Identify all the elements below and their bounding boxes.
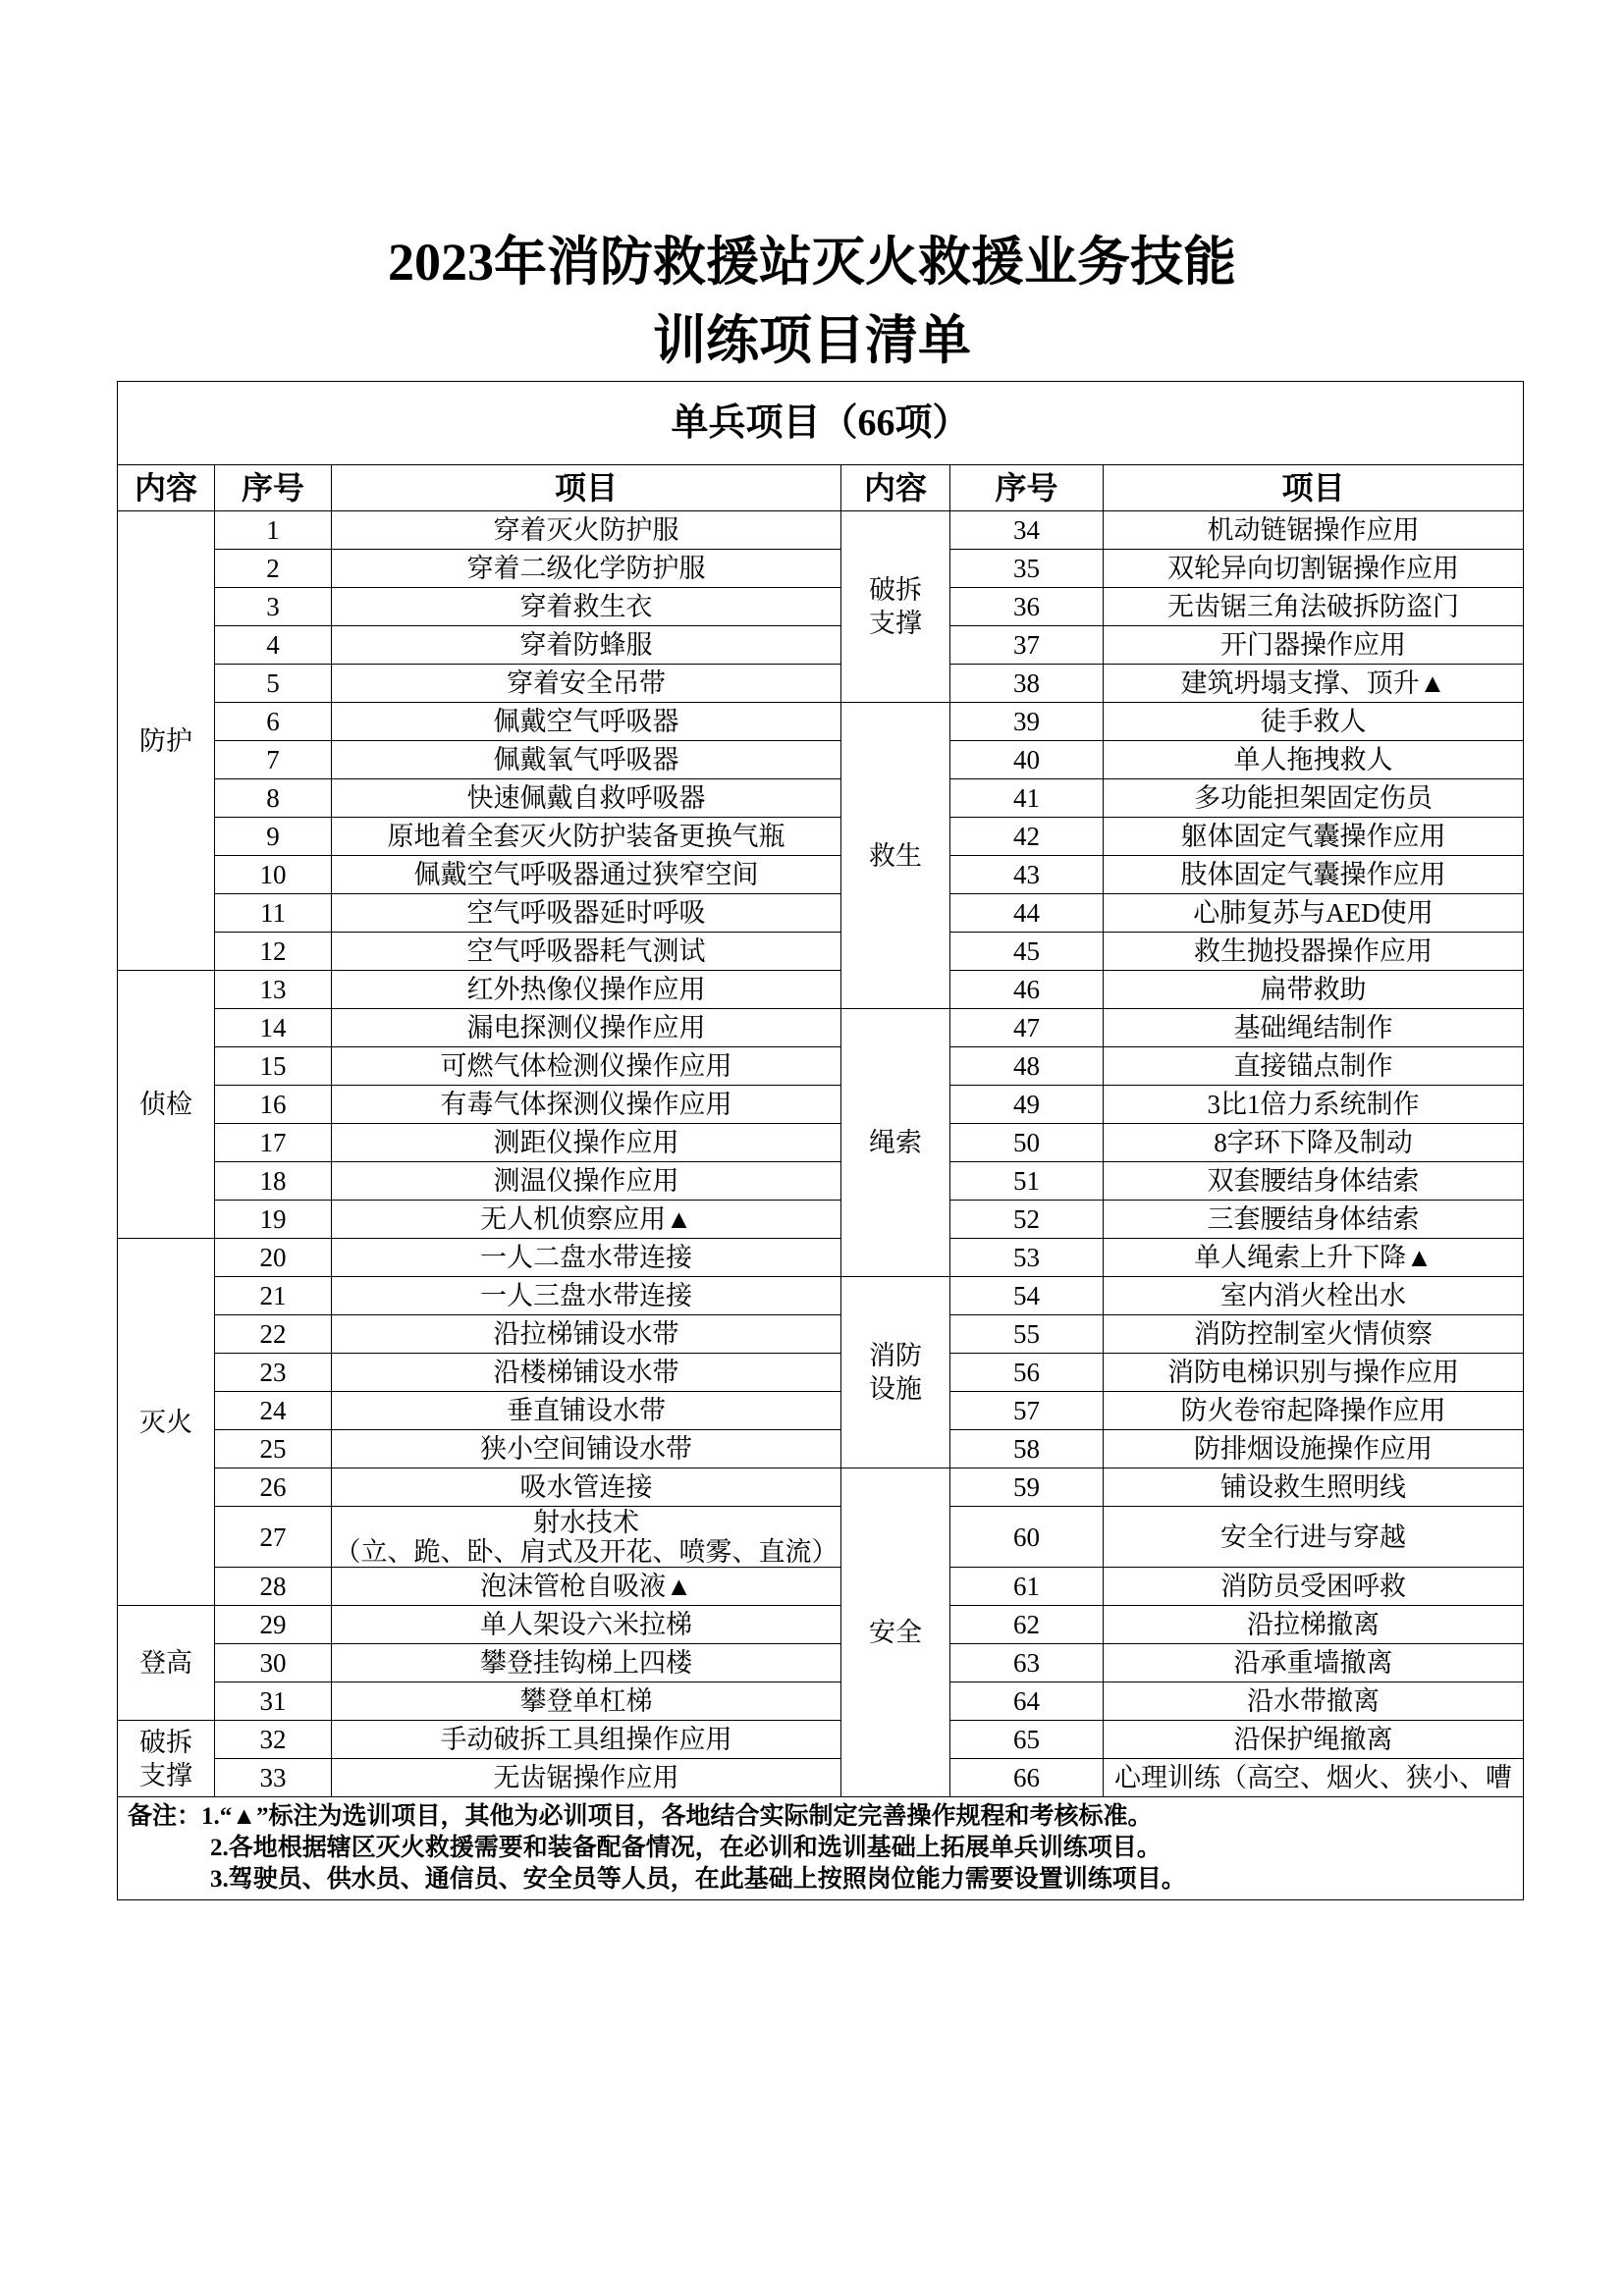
item-name: 铺设救生照明线: [1104, 1468, 1524, 1507]
item-name: 心理训练（高空、烟火、狭小、嘈: [1104, 1759, 1524, 1797]
note-line: 3.驾驶员、供水员、通信员、安全员等人员，在此基础上按照岗位能力需要设置训练项目。: [210, 1866, 1186, 1893]
table-row: [118, 1009, 1524, 1047]
item-name: 单人拖拽救人: [1104, 741, 1524, 779]
item-number: 61: [950, 1568, 1104, 1606]
table-row: [118, 818, 1524, 856]
item-name: 肢体固定气囊操作应用: [1104, 856, 1524, 894]
item-name: 机动链锯操作应用: [1104, 511, 1524, 550]
item-number: 51: [950, 1162, 1104, 1201]
item-name: 防火卷帘起降操作应用: [1104, 1392, 1524, 1430]
table-row: [118, 1644, 1524, 1682]
table-row: [118, 1086, 1524, 1124]
item-number: 10: [215, 856, 332, 894]
item-name: 攀登单杠梯: [332, 1682, 841, 1721]
item-number: 45: [950, 933, 1104, 971]
item-name: 沿拉梯铺设水带: [332, 1315, 841, 1354]
table-row: [118, 894, 1524, 933]
item-number: 24: [215, 1392, 332, 1430]
item-number: 28: [215, 1568, 332, 1606]
item-name: 躯体固定气囊操作应用: [1104, 818, 1524, 856]
item-name: 双轮异向切割锯操作应用: [1104, 550, 1524, 588]
item-name: 穿着二级化学防护服: [332, 550, 841, 588]
item-number: 8: [215, 779, 332, 818]
table-row: [118, 1277, 1524, 1315]
item-number: 39: [950, 703, 1104, 741]
item-number: 2: [215, 550, 332, 588]
item-number: 6: [215, 703, 332, 741]
item-number: 9: [215, 818, 332, 856]
table-row: [118, 588, 1524, 626]
item-number: 13: [215, 971, 332, 1009]
item-number: 29: [215, 1606, 332, 1644]
item-number: 7: [215, 741, 332, 779]
item-name: 手动破拆工具组操作应用: [332, 1721, 841, 1759]
item-number: 42: [950, 818, 1104, 856]
item-name: 徒手救人: [1104, 703, 1524, 741]
item-name: 3比1倍力系统制作: [1104, 1086, 1524, 1124]
item-name: 沿拉梯撤离: [1104, 1606, 1524, 1644]
table-row: [118, 1682, 1524, 1721]
table-row: [118, 703, 1524, 741]
header-category-right: 内容: [841, 465, 950, 511]
item-name: 沿水带撤离: [1104, 1682, 1524, 1721]
item-name: 吸水管连接: [332, 1468, 841, 1507]
item-number: 53: [950, 1239, 1104, 1277]
table-row: [118, 550, 1524, 588]
item-name: 开门器操作应用: [1104, 626, 1524, 665]
item-number: 38: [950, 665, 1104, 703]
item-name: 无人机侦察应用▲: [332, 1201, 841, 1239]
category-cell: 破拆 支撑: [118, 1721, 215, 1797]
table-row: [118, 856, 1524, 894]
item-number: 27: [215, 1507, 332, 1568]
item-name: 消防控制室火情侦察: [1104, 1315, 1524, 1354]
item-name: 可燃气体检测仪操作应用: [332, 1047, 841, 1086]
item-name: 沿保护绳撤离: [1104, 1721, 1524, 1759]
item-name: 多功能担架固定伤员: [1104, 779, 1524, 818]
table-row: [118, 1201, 1524, 1239]
item-number: 11: [215, 894, 332, 933]
category-cell: 灭火: [118, 1239, 215, 1606]
item-name: 狭小空间铺设水带: [332, 1430, 841, 1468]
item-number: 48: [950, 1047, 1104, 1086]
item-number: 40: [950, 741, 1104, 779]
item-name: 穿着安全吊带: [332, 665, 841, 703]
document-title-line-2: 训练项目清单: [653, 311, 971, 370]
item-number: 58: [950, 1430, 1104, 1468]
item-name: 双套腰结身体结索: [1104, 1162, 1524, 1201]
item-number: 30: [215, 1644, 332, 1682]
header-item-left: 项目: [332, 465, 841, 511]
item-name: 消防电梯识别与操作应用: [1104, 1354, 1524, 1392]
item-name: 基础绳结制作: [1104, 1009, 1524, 1047]
table-row: [118, 1507, 1524, 1568]
item-number: 44: [950, 894, 1104, 933]
category-cell: 破拆 支撑: [841, 511, 950, 703]
item-number: 3: [215, 588, 332, 626]
table-row: [118, 1468, 1524, 1507]
item-name: 攀登挂钩梯上四楼: [332, 1644, 841, 1682]
item-name: 直接锚点制作: [1104, 1047, 1524, 1086]
item-name: 测距仪操作应用: [332, 1124, 841, 1162]
item-name: 射水技术 （立、跪、卧、肩式及开花、喷雾、直流）: [332, 1507, 841, 1568]
item-name: 单人绳索上升下降▲: [1104, 1239, 1524, 1277]
category-cell: 侦检: [118, 971, 215, 1239]
training-items-table: [117, 381, 1524, 1900]
item-number: 59: [950, 1468, 1104, 1507]
item-name: 佩戴空气呼吸器通过狭窄空间: [332, 856, 841, 894]
category-cell: 绳索: [841, 1009, 950, 1277]
table-row: [118, 511, 1524, 550]
item-number: 17: [215, 1124, 332, 1162]
item-number: 52: [950, 1201, 1104, 1239]
item-name: 原地着全套灭火防护装备更换气瓶: [332, 818, 841, 856]
item-number: 1: [215, 511, 332, 550]
table-row: [118, 1606, 1524, 1644]
item-name: 沿承重墙撤离: [1104, 1644, 1524, 1682]
table-row: [118, 933, 1524, 971]
item-name: 空气呼吸器耗气测试: [332, 933, 841, 971]
item-number: 35: [950, 550, 1104, 588]
item-name: 建筑坍塌支撑、顶升▲: [1104, 665, 1524, 703]
header-category-left: 内容: [118, 465, 215, 511]
item-name: 安全行进与穿越: [1104, 1507, 1524, 1568]
item-number: 22: [215, 1315, 332, 1354]
item-number: 65: [950, 1721, 1104, 1759]
item-number: 14: [215, 1009, 332, 1047]
table-row: [118, 779, 1524, 818]
table-row: [118, 1759, 1524, 1797]
table-row: [118, 1162, 1524, 1201]
item-name: 单人架设六米拉梯: [332, 1606, 841, 1644]
item-number: 60: [950, 1507, 1104, 1568]
item-number: 47: [950, 1009, 1104, 1047]
header-number-right: 序号: [950, 465, 1104, 511]
item-number: 16: [215, 1086, 332, 1124]
table-row: [118, 1430, 1524, 1468]
notes-label: 备注：: [128, 1803, 202, 1830]
item-name: 有毒气体探测仪操作应用: [332, 1086, 841, 1124]
table-caption: 单兵项目（66项）: [118, 382, 1524, 465]
table-row: [118, 665, 1524, 703]
item-name: 防排烟设施操作应用: [1104, 1430, 1524, 1468]
item-name: 空气呼吸器延时呼吸: [332, 894, 841, 933]
item-number: 32: [215, 1721, 332, 1759]
table-row: [118, 626, 1524, 665]
notes-row: [118, 1797, 1524, 1900]
header-number-left: 序号: [215, 465, 332, 511]
item-number: 26: [215, 1468, 332, 1507]
item-name: 无齿锯操作应用: [332, 1759, 841, 1797]
table-row: [118, 1239, 1524, 1277]
item-number: 4: [215, 626, 332, 665]
item-number: 19: [215, 1201, 332, 1239]
category-cell: 安全: [841, 1468, 950, 1797]
table-row: [118, 1392, 1524, 1430]
item-number: 20: [215, 1239, 332, 1277]
item-name: 佩戴空气呼吸器: [332, 703, 841, 741]
item-number: 21: [215, 1277, 332, 1315]
item-number: 37: [950, 626, 1104, 665]
item-number: 36: [950, 588, 1104, 626]
item-number: 66: [950, 1759, 1104, 1797]
table-row: [118, 1721, 1524, 1759]
item-name: 一人二盘水带连接: [332, 1239, 841, 1277]
note-line: 2.各地根据辖区灭火救援需要和装备配备情况，在必训和选训基础上拓展单兵训练项目。: [210, 1835, 1162, 1861]
item-number: 18: [215, 1162, 332, 1201]
item-number: 46: [950, 971, 1104, 1009]
item-number: 57: [950, 1392, 1104, 1430]
item-number: 64: [950, 1682, 1104, 1721]
item-name: 沿楼梯铺设水带: [332, 1354, 841, 1392]
item-number: 55: [950, 1315, 1104, 1354]
item-name: 一人三盘水带连接: [332, 1277, 841, 1315]
item-name: 室内消火栓出水: [1104, 1277, 1524, 1315]
item-number: 31: [215, 1682, 332, 1721]
item-name: 救生抛投器操作应用: [1104, 933, 1524, 971]
item-name: 三套腰结身体结索: [1104, 1201, 1524, 1239]
table-row: [118, 1047, 1524, 1086]
table-row: [118, 741, 1524, 779]
item-name: 穿着救生衣: [332, 588, 841, 626]
item-name: 消防员受困呼救: [1104, 1568, 1524, 1606]
item-number: 5: [215, 665, 332, 703]
item-number: 43: [950, 856, 1104, 894]
item-name: 穿着防蜂服: [332, 626, 841, 665]
table-row: [118, 1315, 1524, 1354]
category-cell: 防护: [118, 511, 215, 971]
item-number: 62: [950, 1606, 1104, 1644]
category-cell: 消防 设施: [841, 1277, 950, 1468]
item-name: 垂直铺设水带: [332, 1392, 841, 1430]
item-number: 41: [950, 779, 1104, 818]
header-item-right: 项目: [1104, 465, 1524, 511]
item-name: 无齿锯三角法破拆防盗门: [1104, 588, 1524, 626]
document-title-line-1: 2023年消防救援站灭火救援业务技能: [388, 233, 1236, 292]
item-number: 25: [215, 1430, 332, 1468]
item-name: 快速佩戴自救呼吸器: [332, 779, 841, 818]
item-name: 8字环下降及制动: [1104, 1124, 1524, 1162]
table-row: [118, 1568, 1524, 1606]
item-number: 49: [950, 1086, 1104, 1124]
item-name: 佩戴氧气呼吸器: [332, 741, 841, 779]
item-name: 扁带救助: [1104, 971, 1524, 1009]
item-number: 56: [950, 1354, 1104, 1392]
item-number: 23: [215, 1354, 332, 1392]
item-name: 泡沫管枪自吸液▲: [332, 1568, 841, 1606]
item-number: 50: [950, 1124, 1104, 1162]
item-name: 心肺复苏与AED使用: [1104, 894, 1524, 933]
item-number: 12: [215, 933, 332, 971]
category-cell: 救生: [841, 703, 950, 1009]
item-name: 红外热像仪操作应用: [332, 971, 841, 1009]
item-number: 63: [950, 1644, 1104, 1682]
item-name: 漏电探测仪操作应用: [332, 1009, 841, 1047]
table-row: [118, 1124, 1524, 1162]
item-name: 测温仪操作应用: [332, 1162, 841, 1201]
item-number: 34: [950, 511, 1104, 550]
notes-cell: [118, 1797, 1524, 1900]
item-number: 33: [215, 1759, 332, 1797]
category-cell: 登高: [118, 1606, 215, 1721]
item-name: 穿着灭火防护服: [332, 511, 841, 550]
item-number: 15: [215, 1047, 332, 1086]
note-line: 1.“▲”标注为选训项目，其他为必训项目，各地结合实际制定完善操作规程和考核标准。: [201, 1803, 1153, 1830]
table-row: [118, 1354, 1524, 1392]
item-number: 54: [950, 1277, 1104, 1315]
table-row: [118, 971, 1524, 1009]
